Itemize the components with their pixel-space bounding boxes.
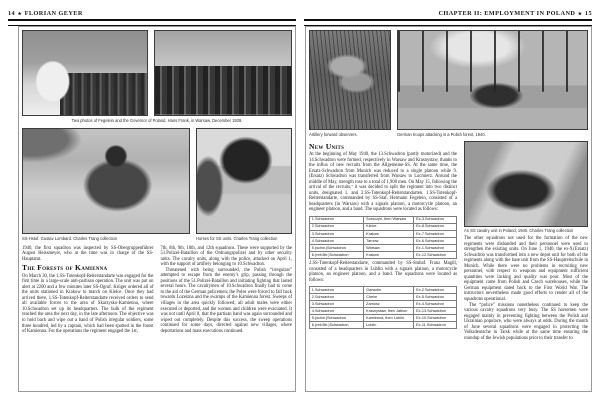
- running-head-right: [304, 8, 592, 17]
- table-row: 6.(reit.Btr.)Schwadron Lublin Ex-11.Schwadron: [310, 322, 457, 329]
- paragraph: The other squadrons not used for the formation of the new regiments were disbanded and their personnel were used to strengthen the existing units. On June 1, 1940, the ex-9.(Ersatz) Schwadron was transformed into a new depot unit for both of the regiments along with the base unit from the SS-Hauptreitschule in Munich. While there were no problems in recruiting new personnel, with respect to weapons and equipment sufficient quantities were lacking and quality was poor. Most of the equipment came from Polish and Czech warehouses, while the German equipment dated back to the First World War. The instructors nevertheless made good efforts to render all of the squadrons operational.: [464, 236, 588, 303]
- photo-caption: Artillery forward observers.: [309, 131, 358, 137]
- table-row: 1.Schwadron Soroczyn, then Warsaw Ex-3.Schwadron: [310, 216, 457, 223]
- paragraph: Threatened with being surrounded, the Polish “irregulars” attempted to escape from the enemy’s grip, passing through the positions of the 51.Polizei-Bataillon and initiating fighting that lasted several hours. The cavalrymen of 10.Schwadron finally had to come to the aid of the German policemen; the Poles were forced to fall back towards Lozeizna and the swamps of the Kamienna forest. Sweeps of villages in the area quickly followed; all adult males were either executed or deported, and the women and children were evacuated. It was not until April 8, that the partisan band was again surrounded and wiped out completely. Despite this success, the sweep operations continued for some days, directed against new villages, where deportations and mass executions continued.: [160, 267, 292, 334]
- paragraph: 2.SS-Totenkopf-Reiterstandarte, commanded by SS-Stubaf. Franz Magill, consisted of a headquarters in Lublin with a signals platoon, a motorcycle platoon, an engineer platoon, and a band. The squadrons were located as follows:: [309, 261, 457, 283]
- right-column-1: [309, 141, 457, 342]
- table-row: 3.Schwadron Krakow Ex-7.Schwadron: [310, 230, 457, 237]
- squadron-table-1: [309, 216, 457, 260]
- page-frame-right: [305, 26, 592, 392]
- page-left: [8, 8, 296, 394]
- chapter-title: CHAPTER II: EMPLOYMENT IN POLAND: [438, 10, 576, 17]
- top-photo-row-right: [309, 30, 588, 137]
- table-row: 6.(reit.Btr.)Schwadron Krakow Ex-12.Schwadron: [310, 251, 457, 258]
- paragraph: 1940, the first squadron was inspected by SS-Obergruppenführer August Heissmeyer, who at the time was in charge of the SS-Hauptamt.: [22, 245, 154, 262]
- photo-forest-attack: [397, 30, 588, 130]
- section-heading-forests-of-kamienna: The Forests of Kamienna: [22, 263, 108, 273]
- star-icon: ★: [17, 10, 23, 16]
- left-column-1: [22, 246, 154, 335]
- photo-caption: German troops attacking in a Polish forest, 1940.: [397, 131, 486, 137]
- top-photo-row-left: [22, 30, 292, 116]
- right-column-2: [464, 141, 588, 342]
- header-rule-left: [8, 19, 296, 26]
- top-photo-block-2: [397, 30, 588, 137]
- table-row: 3.Schwadron Zamosc Ex-4.Schwadron: [310, 300, 457, 307]
- table-row: 1.Schwadron Garwolin Ex-2.Schwadron: [310, 286, 457, 293]
- page-right: [304, 8, 592, 394]
- photo-horses-for-ss-units: [196, 128, 292, 234]
- photo-fegelein-frank-left: [22, 30, 148, 116]
- page-number-left: 14: [8, 10, 16, 17]
- table-row: 2.Schwadron Chelm Ex-5.Schwadron: [310, 293, 457, 300]
- paragraph: 7th, 8th, 9th, 10th, and 12th squadrons. These were supported by the 51.Polizei-Bataillon of the Ordnungspolizei and by other security units. The cavalry units, along with the police, attacked on April 1, with the support of artillery belonging to 10.Schwadron.: [160, 245, 292, 268]
- body-columns-right: [309, 141, 588, 342]
- section-heading-new-units: New Units: [309, 141, 345, 151]
- body-columns-left: [22, 246, 292, 335]
- table-row: 4.Schwadron Tarnow Ex-6.Schwadron: [310, 237, 457, 244]
- left-column-2: [161, 246, 293, 335]
- page-frame-left: [18, 26, 296, 392]
- running-title-left: FLORIAN GEYER: [24, 10, 83, 17]
- running-head-left: [8, 8, 296, 17]
- header-rule-right: [304, 19, 592, 26]
- photo-gustav-lombard: [22, 128, 190, 234]
- table-row: 5.(schw.)Schwadron Kamienna, then Lublin Ex-10.Schwadron: [310, 315, 457, 322]
- table-row: 5.(schw.)Schwadron Warsaw Ex-1.Schwadron: [310, 244, 457, 251]
- photo-fegelein-frank-right: [154, 30, 292, 116]
- table-row: 2.Schwadron Kielce Ex-8.Schwadron: [310, 223, 457, 230]
- mid-photo-row-left: [22, 128, 292, 241]
- top-plate-caption: Two photos of Fegelein and the Governor of Poland, Hans Frank, in Warsaw, December 1939.: [71, 118, 243, 123]
- photo-caption: Horses for SS units. Charles Trang collection: [196, 235, 278, 241]
- mid-photo-block-2: [196, 128, 292, 241]
- photo-caption: SS-Hstuf. Gustav Lombard. Charles Trang collection: [22, 235, 118, 241]
- squadron-table-2: [309, 286, 457, 330]
- paragraph: On March 30, the 1.SS-Totenkopf-Reiterstandarte was engaged for the first time in a large-scale anti-partisan operation. The unit was put on alert at 2200 and a few minutes later SS-Ogruf. Krüger ordered all of the units stationed in Krakow to march on Kielce. Once they had arrived there, 1.SS-Totenkopf-Reiterstandarte received orders to send all available forces to the area of Skarzysko-Kamienna, where 10.Schwadron set up its headquarters. The bulk of the regiment reached the area the next day, in the late afternoon. The objective was to hold back and wipe out a band of Polish irregular soldiers, some three hundred, led by a captain, which had been spotted in the forest of Kamienna. For the operations the regiment engaged the 1st,: [22, 273, 154, 335]
- mid-photo-block-1: [22, 128, 190, 241]
- star-icon: ★: [577, 10, 583, 16]
- photo-ss-cavalry-unit: [464, 141, 588, 227]
- table-row: 4.Schwadron Krasnystaw, then Jablon Ex-13.Schwadron: [310, 308, 457, 315]
- paragraph: At the beginning of May 1940, the 13.Schwadron (partly motorized) and the 14.Schwadron were formed, respectively in Warsaw and Krasnystaw, thanks to the influx of new recruits from the Allgemeine-SS. At the same time, the Ersatz-Schwadron from Munich was reduced to a single platoon while 9.(Ersatz) Schwadron was transferred from Warsaw to Lucmierz. Around the middle of May, strength rose to a total of 1,908 men. On May 15, following the arrival of the recruits,⁷ it was decided to split the regiment into two distinct units, designated 1. and 2.SS-Totenkopf-Reiterstandarten. 1.SS-Totenkopf-Reiterstandarte, commanded by SS-Staf. Hermann Fegelein, consisted of a headquarters (in Warsaw) with a signals platoon, a motorcycle platoon, an engineer platoon, and a band. The squadrons were located as follows:: [309, 152, 457, 213]
- photo-artillery-observers: [309, 30, 391, 130]
- paragraph: The “police” missions nonetheless continued to keep the various cavalry squadrons very busy. The SS horsemen were engaged mainly in preventing fighting between the Polish and Ukrainian populace, who were always at odds. During the month of June several squadrons were engaged in protecting the Volksdeutsche in Tarsk while at the same time ensuring the roundup of the Jewish populations prior to their transfer to: [464, 302, 588, 341]
- top-photo-block-1: [309, 30, 391, 137]
- photo-caption: An SS cavalry unit in Poland, 1940. Charles Trang collection: [464, 228, 574, 233]
- page-number-right: 15: [584, 10, 592, 17]
